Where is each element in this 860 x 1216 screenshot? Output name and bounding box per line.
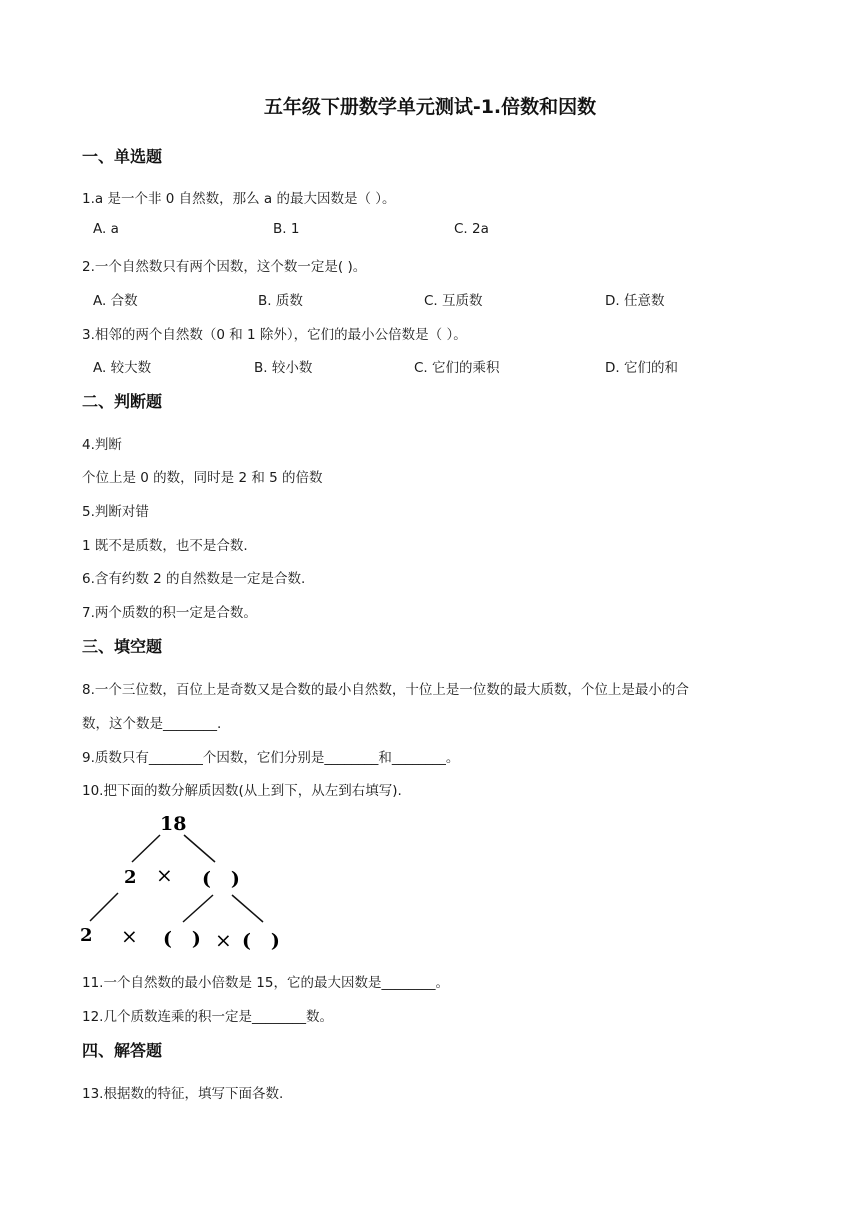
- q3-option-d[interactable]: D. 它们的和: [605, 360, 678, 376]
- q2-option-d[interactable]: D. 任意数: [605, 293, 665, 309]
- tree-branch-line: [183, 895, 213, 922]
- section-heading-solve: 四、解答题: [82, 1041, 163, 1060]
- section-heading-fill-blank: 三、填空题: [82, 637, 163, 656]
- q1-option-c[interactable]: C. 2a: [454, 221, 489, 237]
- q2-option-b[interactable]: B. 质数: [258, 293, 303, 309]
- q2-option-a[interactable]: A. 合数: [93, 293, 138, 309]
- section-heading-true-false: 二、判断题: [82, 392, 163, 411]
- question-2: 2.一个自然数只有两个因数，这个数一定是( )。: [82, 259, 367, 275]
- question-1: 1.a 是一个非 0 自然数，那么 a 的最大因数是（ ）。: [82, 191, 396, 207]
- question-7: 7.两个质数的积一定是合数。: [82, 605, 257, 621]
- factor-tree-row3-left: 2: [80, 925, 93, 946]
- tree-branch-line: [90, 893, 118, 921]
- q3-option-c[interactable]: C. 它们的乘积: [414, 360, 500, 376]
- section-heading-single-choice: 一、单选题: [82, 147, 163, 166]
- question-4-statement: 个位上是 0 的数，同时是 2 和 5 的倍数: [82, 470, 323, 486]
- question-4-label: 4.判断: [82, 437, 122, 453]
- q2-option-c[interactable]: C. 互质数: [424, 293, 483, 309]
- question-11: 11.一个自然数的最小倍数是 15，它的最大因数是________。: [82, 975, 449, 991]
- question-13: 13.根据数的特征，填写下面各数.: [82, 1086, 284, 1102]
- tree-branch-line: [184, 835, 215, 862]
- q1-option-b[interactable]: B. 1: [273, 221, 300, 237]
- factor-tree-row3-right: ( ): [242, 930, 280, 952]
- factor-tree-row2-right: ( ): [202, 868, 240, 890]
- question-10: 10.把下面的数分解质因数(从上到下，从左到右填写).: [82, 783, 402, 799]
- question-5-label: 5.判断对错: [82, 504, 149, 520]
- tree-branch-line: [132, 835, 160, 862]
- q1-option-a[interactable]: A. a: [93, 221, 119, 237]
- q3-option-a[interactable]: A. 较大数: [93, 360, 152, 376]
- question-9: 9.质数只有________个因数，它们分别是________和________。: [82, 750, 460, 766]
- q3-option-b[interactable]: B. 较小数: [254, 360, 313, 376]
- factor-tree-row3-times-2: ×: [215, 928, 232, 952]
- factor-tree-row3-middle: ( ): [163, 928, 201, 950]
- factor-tree-root: 18: [160, 813, 187, 835]
- question-8-line-1: 8.一个三位数，百位上是奇数又是合数的最小自然数，十位上是一位数的最大质数，个位上是最小的合: [82, 682, 689, 698]
- factor-tree-diagram: [76, 808, 296, 954]
- factor-tree-row2-times: ×: [156, 863, 173, 887]
- tree-branch-line: [232, 895, 263, 922]
- question-8-line-2: 数，这个数是________.: [82, 716, 222, 732]
- factor-tree-row2-left: 2: [124, 867, 137, 888]
- factor-tree-row3-times-1: ×: [121, 924, 138, 948]
- page-title: 五年级下册数学单元测试-1.倍数和因数: [263, 96, 597, 118]
- question-12: 12.几个质数连乘的积一定是________数。: [82, 1009, 333, 1025]
- question-3: 3.相邻的两个自然数（0 和 1 除外），它们的最小公倍数是（ ）。: [82, 327, 467, 343]
- question-5-statement: 1 既不是质数，也不是合数.: [82, 538, 248, 554]
- question-6: 6.含有约数 2 的自然数是一定是合数.: [82, 571, 306, 587]
